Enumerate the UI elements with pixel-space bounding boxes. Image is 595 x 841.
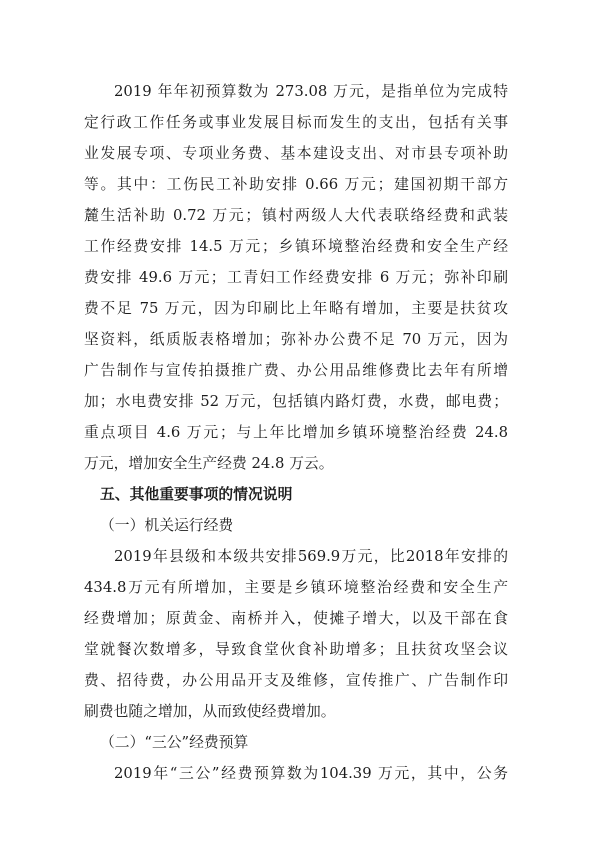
paragraph-line: 费安排 49.6 万元；工青妇工作经费安排 6 万元；弥补印刷 — [84, 269, 508, 286]
paragraph-line: 工作经费安排 14.5 万元；乡镇环境整治经费和安全生产经 — [84, 238, 508, 255]
paragraph-line: 2019年县级和本级共安排569.9万元，比2018年安排的 — [114, 548, 508, 565]
subsection-heading: （一）机关运行经费 — [100, 517, 234, 534]
paragraph-line: 业发展专项、专项业务费、基本建设支出、对市县专项补助 — [84, 145, 508, 162]
paragraph-line: 坚资料，纸质版表格增加；弥补办公费不足 70 万元，因为 — [84, 331, 508, 348]
paragraph-line: 434.8万元有所增加，主要是乡镇环境整治经费和安全生产 — [84, 579, 508, 596]
paragraph-line: 费不足 75 万元，因为印刷比上年略有增加，主要是扶贫攻 — [84, 300, 508, 317]
paragraph-line: 万元，增加安全生产经费 24.8 万云。 — [84, 455, 334, 472]
paragraph-line: 经费增加；原黄金、南桥并入，使摊子增大，以及干部在食 — [84, 610, 508, 627]
paragraph-line: 等。其中：工伤民工补助安排 0.66 万元；建国初期干部方 — [84, 176, 508, 193]
paragraph-line: 加；水电费安排 52 万元，包括镇内路灯费，水费，邮电费； — [84, 393, 508, 410]
subsection-heading: （二）“三公”经费预算 — [100, 734, 249, 751]
paragraph-line: 2019 年年初预算数为 273.08 万元，是指单位为完成特 — [114, 83, 508, 100]
paragraph-line: 广告制作与宣传拍摄推广费、办公用品维修费比去年有所增 — [84, 362, 508, 379]
paragraph-line: 2019年“三公”经费预算数为104.39 万元，其中，公务 — [114, 765, 508, 782]
paragraph-line: 重点项目 4.6 万元；与上年比增加乡镇环境整治经费 24.8 — [84, 424, 508, 441]
paragraph-line: 堂就餐次数增多，导致食堂伙食补助增多；且扶贫攻坚会议 — [84, 641, 508, 658]
paragraph-line: 费、招待费，办公用品开支及维修，宣传推广、广告制作印 — [84, 672, 508, 689]
section-heading: 五、其他重要事项的情况说明 — [100, 486, 293, 503]
paragraph-line: 定行政工作任务或事业发展目标而发生的支出，包括有关事 — [84, 114, 508, 131]
paragraph-line: 麓生活补助 0.72 万元；镇村两级人大代表联络经费和武装 — [84, 207, 508, 224]
paragraph-line: 刷费也随之增加，从而致使经费增加。 — [84, 703, 336, 720]
